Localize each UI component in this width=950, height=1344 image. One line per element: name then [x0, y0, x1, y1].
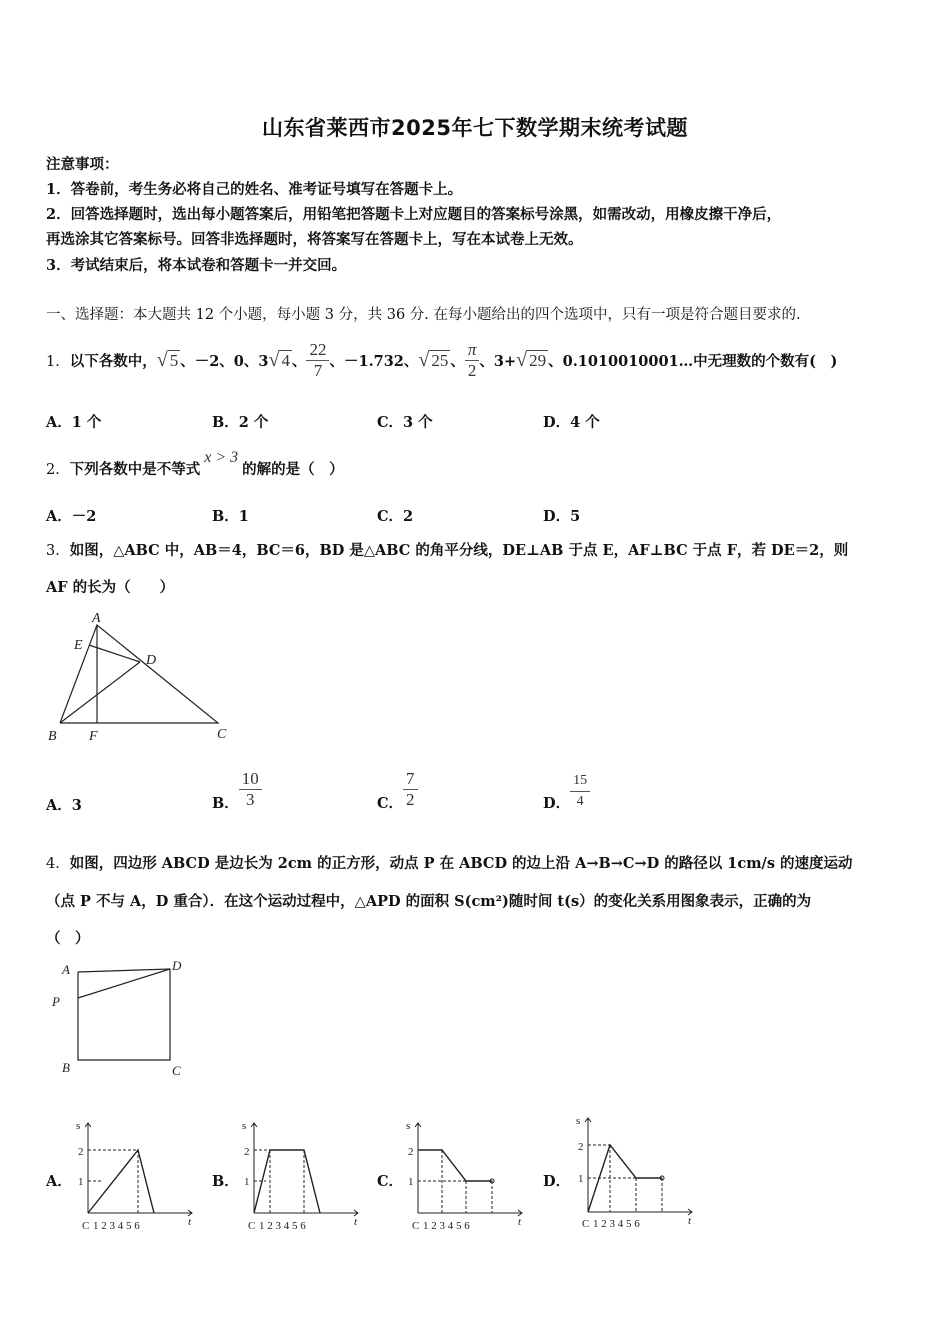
q2-option-d[interactable]: D．5: [543, 508, 581, 525]
svg-text:2: 2: [78, 1146, 84, 1158]
notice-heading: 注意事项：: [46, 156, 119, 173]
sqrt-29: √ 29: [516, 348, 547, 371]
notice-item: 2．回答选择题时，选出每小题答案后，用铅笔把答题卡上对应题目的答案标号涂黑，如需改动，用橡皮擦干净后，: [46, 206, 782, 223]
q1-lead: 以下各数中，: [69, 352, 157, 370]
q1-sep: 、－2、0、3: [180, 352, 269, 370]
label-d: D: [146, 653, 157, 668]
notice-item: 3．考试结束后，将本试卷和答题卡一并交回。: [46, 257, 347, 274]
question-number: 3．: [46, 543, 70, 559]
svg-text:1 2 3 4 5 6: 1 2 3 4 5 6: [259, 1220, 306, 1232]
q2-tail: 的解的是（ ）: [242, 461, 344, 478]
q2-lead: 下列各数中是不等式: [69, 461, 201, 478]
svg-text:t: t: [354, 1216, 358, 1228]
sqrt-25: √ 25: [418, 348, 449, 371]
label-d: D: [172, 958, 182, 973]
svg-text:2: 2: [244, 1146, 250, 1158]
question-3: [46, 539, 848, 560]
svg-text:C: C: [248, 1220, 256, 1232]
square-figure: [48, 955, 198, 1080]
label-f: F: [89, 729, 98, 744]
q4-line1: 如图，四边形 ABCD 是边长为 2cm 的正方形，动点 P 在 ABCD 的边上沿 A→B→C→D 的路径以 1cm/s 的速度运动: [69, 855, 853, 872]
question-1: [46, 330, 837, 390]
question-number: 2．: [46, 462, 70, 478]
svg-text:1 2 3 4 5 6: 1 2 3 4 5 6: [593, 1218, 640, 1230]
section-header: 一、选择题：本大题共 12 个小题，每小题 3 分，共 36 分. 在每小题给出的四个选项中，只有一项是符合题目要求的.: [46, 307, 801, 323]
q1-option-b[interactable]: B．2 个: [212, 414, 269, 431]
graph-option-b[interactable]: [236, 1115, 366, 1235]
question-number: 4．: [46, 856, 70, 872]
graph-line: [254, 1150, 320, 1213]
svg-text:C: C: [412, 1220, 420, 1232]
svg-text:C: C: [82, 1220, 90, 1232]
svg-text:t: t: [688, 1215, 692, 1227]
label-p: P: [52, 994, 60, 1009]
svg-text:1 2 3 4 5 6: 1 2 3 4 5 6: [423, 1220, 470, 1232]
label-c: C: [172, 1063, 181, 1078]
page-title: 山东省莱西市2025年七下数学期末统考试题: [262, 116, 688, 140]
q4-option-c[interactable]: C．: [377, 1173, 404, 1190]
fraction-pi-2: $\frac{\pi}{2}$: [465, 340, 480, 381]
fraction-22-7: $\frac{22}{7}$: [306, 340, 329, 381]
cube-root-4: √ 4: [268, 348, 290, 371]
svg-text:s: s: [406, 1120, 411, 1132]
svg-text:t: t: [188, 1216, 192, 1228]
q1-sep: 、3+: [479, 352, 517, 370]
q3-line1: 如图，△ABC 中，AB＝4，BC＝6，BD 是△ABC 的角平分线，DE⊥AB 于点 E，AF⊥BC 于点 F，若 DE＝2，则: [69, 542, 849, 559]
svg-text:1: 1: [244, 1176, 250, 1188]
svg-text:s: s: [76, 1120, 81, 1132]
q1-sep: 、: [450, 352, 465, 370]
svg-text:C: C: [582, 1218, 590, 1230]
svg-text:2: 2: [578, 1141, 584, 1153]
q3-line2: AF 的长为（ ）: [46, 579, 175, 596]
q4-option-d[interactable]: D．: [543, 1173, 571, 1190]
q3-option-b[interactable]: B． $\frac{10}{3}$: [212, 766, 262, 813]
question-4: [46, 852, 853, 873]
svg-text:1 2 3 4 5 6: 1 2 3 4 5 6: [93, 1220, 140, 1232]
svg-text:1: 1: [78, 1176, 84, 1188]
q1-sep: 、－1.732、: [329, 352, 419, 370]
label-c: C: [217, 727, 227, 742]
label-b: B: [48, 729, 57, 744]
question-2: [46, 449, 344, 479]
fraction-7-2: $\frac{7}{2}$: [403, 769, 418, 810]
q4-line3: （ ）: [46, 930, 90, 947]
q3-option-c[interactable]: C． $\frac{7}{2}$: [377, 766, 418, 813]
label-a: A: [92, 611, 101, 626]
question-number: 1．: [46, 353, 70, 370]
svg-text:1: 1: [578, 1173, 584, 1185]
q4-option-a[interactable]: A．: [46, 1173, 72, 1190]
fraction-15-4: $\frac{15}{4}$: [570, 771, 590, 812]
graph-option-d[interactable]: [570, 1110, 700, 1230]
graph-option-c[interactable]: [400, 1115, 530, 1235]
notice-item: 再选涂其它答案标号。回答非选择题时，将答案写在答题卡上，写在本试卷上无效。: [46, 231, 583, 248]
graph-line: [88, 1150, 154, 1213]
svg-text:1: 1: [408, 1176, 414, 1188]
notice-item: 1．答卷前，考生务必将自己的姓名、准考证号填写在答题卡上。: [46, 181, 463, 198]
label-b: B: [62, 1060, 70, 1075]
q1-option-c[interactable]: C．3 个: [377, 414, 433, 431]
fraction-10-3: $\frac{10}{3}$: [239, 769, 262, 810]
square-abcd: [78, 969, 170, 1060]
triangle-figure: [40, 605, 240, 745]
svg-text:s: s: [576, 1115, 581, 1127]
q2-option-b[interactable]: B．1: [212, 508, 249, 525]
label-a: A: [62, 962, 70, 977]
graph-option-a[interactable]: [70, 1115, 200, 1235]
graph-line: [418, 1150, 492, 1181]
q2-option-a[interactable]: A．－2: [46, 508, 97, 525]
svg-text:2: 2: [408, 1146, 414, 1158]
q3-option-a[interactable]: A．3: [46, 797, 82, 814]
q4-line2: （点 P 不与 A，D 重合）．在这个运动过程中，△APD 的面积 S(cm²)随时间 t(s）的变化关系用图象表示，正确的为: [46, 893, 812, 910]
q4-option-b[interactable]: B．: [212, 1173, 239, 1190]
svg-text:t: t: [518, 1216, 522, 1228]
q2-option-c[interactable]: C．2: [377, 508, 414, 525]
q3-option-d[interactable]: D． $\frac{15}{4}$: [543, 770, 590, 813]
triangle-abc: [60, 625, 218, 723]
label-e: E: [74, 638, 83, 653]
q1-sep: 、: [291, 352, 307, 370]
sqrt-5: √ 5: [156, 348, 179, 371]
inequality: x > 3: [204, 449, 239, 466]
q1-option-a[interactable]: A．1 个: [46, 414, 102, 431]
q1-option-d[interactable]: D．4 个: [543, 414, 600, 431]
svg-text:s: s: [242, 1120, 247, 1132]
segment-pd: [78, 969, 170, 998]
q1-tail: 、0.1010010001…中无理数的个数有( ): [548, 352, 838, 370]
